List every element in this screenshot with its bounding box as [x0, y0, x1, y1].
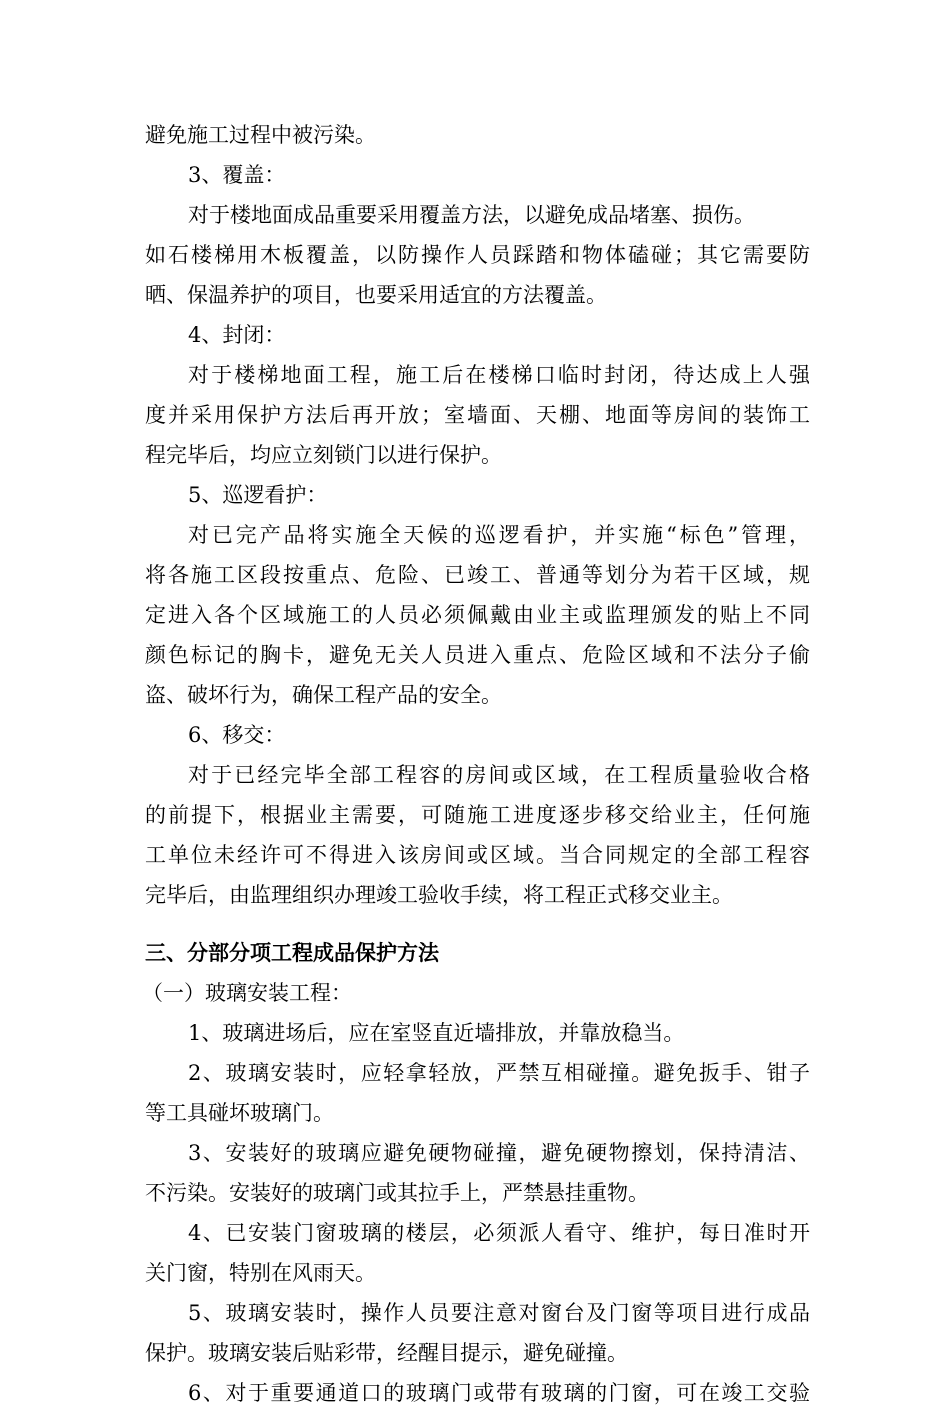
paragraph-line: 对于已经完毕全部工程容的房间或区域，在工程质量验收合格 [188, 763, 810, 787]
item-heading-patrol: 5、巡逻看护： [188, 483, 328, 507]
paragraph-line: 完毕后，由监理组织办理竣工验收手续，将工程正式移交业主。 [145, 883, 733, 907]
list-item-line: 5、玻璃安装时，操作人员要注意对窗台及门窗等项目进行成品 [188, 1301, 810, 1325]
document-body [142, 115, 810, 1413]
paragraph-line: 避免施工过程中被污染。 [145, 123, 376, 147]
paragraph-line: 工单位未经许可不得进入该房间或区域。当合同规定的全部工程容 [145, 843, 810, 867]
paragraph-line: 将各施工区段按重点、危险、已竣工、普通等划分为若干区域，规 [145, 563, 810, 587]
list-item-line: 保护。玻璃安装后贴彩带，经醒目提示，避免碰撞。 [145, 1341, 628, 1365]
paragraph-line: 如石楼梯用木板覆盖，以防操作人员踩踏和物体磕碰；其它需要防 [145, 243, 810, 267]
list-item-line: 关门窗，特别在风雨天。 [145, 1261, 376, 1285]
paragraph-line: 盗、破坏行为，确保工程产品的安全。 [145, 683, 502, 707]
item-heading-seal: 4、封闭： [188, 323, 286, 347]
section-gap [145, 915, 810, 933]
list-item-line: 等工具碰坏玻璃门。 [145, 1101, 334, 1125]
paragraph-line: 对于楼地面成品重要采用覆盖方法，以避免成品堵塞、损伤。 [188, 203, 755, 227]
item-heading-cover: 3、覆盖： [188, 163, 286, 187]
paragraph-line: 颜色标记的胸卡，避免无关人员进入重点、危险区域和不法分子偷 [145, 643, 810, 667]
subsection-heading: （一）玻璃安装工程： [142, 981, 352, 1005]
paragraph-line: 程完毕后，均应立刻锁门以进行保护。 [145, 443, 502, 467]
paragraph-line: 晒、保温养护的项目，也要采用适宜的方法覆盖。 [145, 283, 607, 307]
list-item-line: 3、安装好的玻璃应避免硬物碰撞，避免硬物擦划，保持清洁、 [188, 1141, 810, 1165]
item-heading-handover: 6、移交： [188, 723, 286, 747]
paragraph-line: 对已完产品将实施全天候的巡逻看护，并实施“标色”管理， [188, 523, 810, 547]
list-item-line: 1、玻璃进场后，应在室竖直近墙排放，并靠放稳当。 [188, 1021, 685, 1045]
paragraph-line: 对于楼梯地面工程，施工后在楼梯口临时封闭，待达成上人强 [188, 363, 810, 387]
section-heading: 三、分部分项工程成品保护方法 [145, 941, 439, 965]
paragraph-line: 的前提下，根据业主需要，可随施工进度逐步移交给业主，任何施 [145, 803, 810, 827]
paragraph-line: 度并采用保护方法后再开放；室墙面、天棚、地面等房间的装饰工 [145, 403, 810, 427]
list-item-line: 2、玻璃安装时，应轻拿轻放，严禁互相碰撞。避免扳手、钳子 [188, 1061, 810, 1085]
list-item-line: 不污染。安装好的玻璃门或其拉手上，严禁悬挂重物。 [145, 1181, 649, 1205]
list-item-line: 4、已安装门窗玻璃的楼层，必须派人看守、维护，每日准时开 [188, 1221, 810, 1245]
list-item-line: 6、对于重要通道口的玻璃门或带有玻璃的门窗，可在竣工交验 [188, 1381, 810, 1405]
paragraph-line: 定进入各个区域施工的人员必须佩戴由业主或监理颁发的贴上不同 [145, 603, 810, 627]
